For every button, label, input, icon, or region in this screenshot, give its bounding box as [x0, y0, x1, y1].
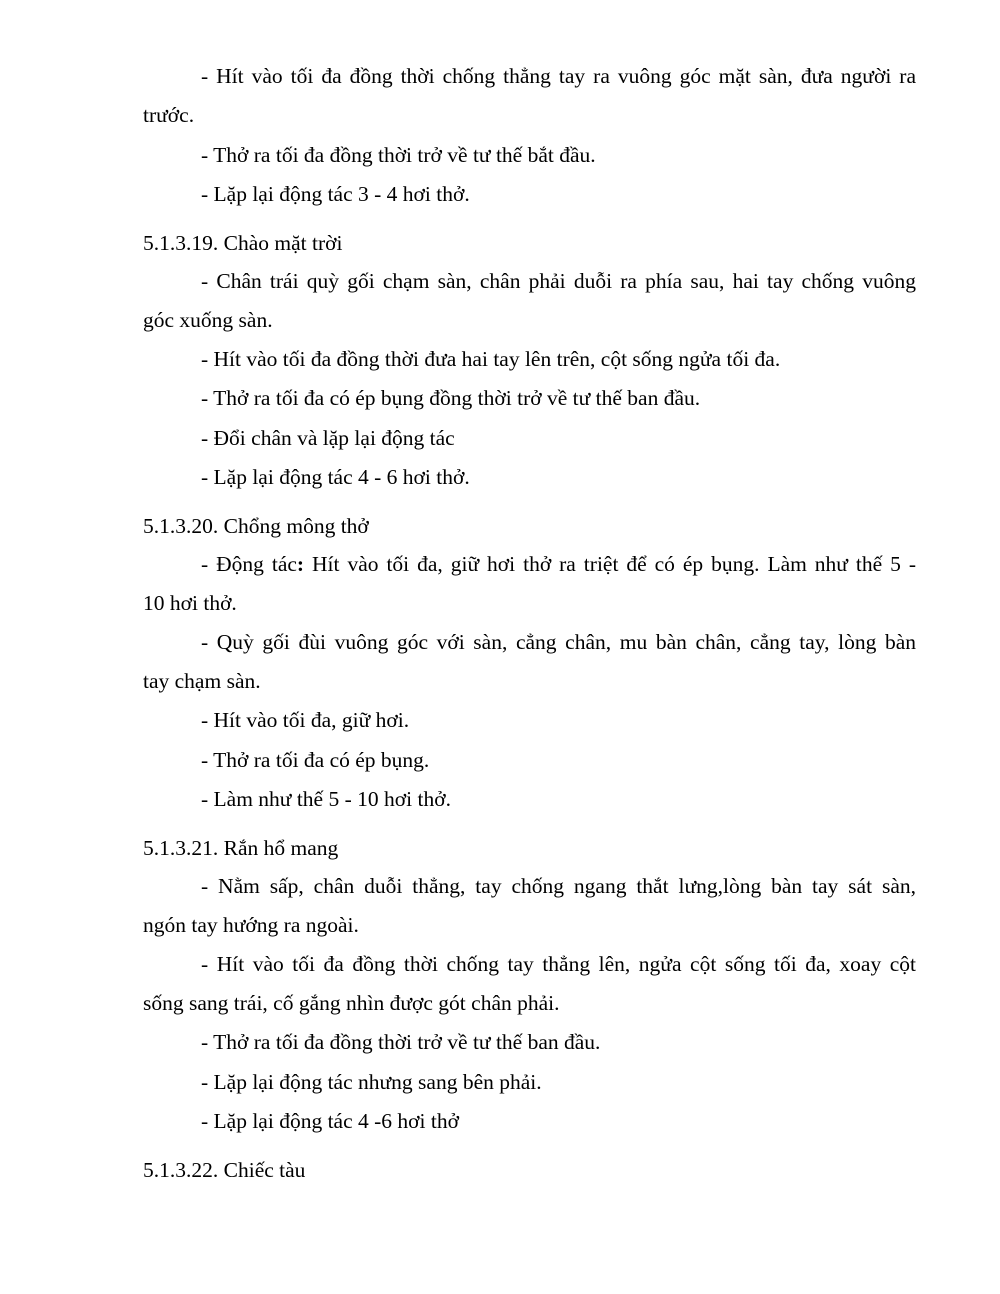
paragraph-line: - Thở ra tối đa có ép bụng đồng thời trở về tư thế ban đầu.: [201, 386, 701, 410]
paragraph-line: - Lặp lại động tác 3 - 4 hơi thở.: [201, 182, 470, 206]
section-heading: 5.1.3.19. Chào mặt trời: [143, 231, 343, 255]
paragraph-line: - Hít vào tối đa, giữ hơi.: [201, 708, 410, 732]
section-heading: 5.1.3.20. Chổng mông thở: [143, 514, 369, 538]
paragraph-line: góc xuống sàn.: [143, 308, 273, 332]
paragraph-line: ngón tay hướng ra ngoài.: [143, 913, 359, 937]
paragraph-line: sống sang trái, cố gắng nhìn được gót chân phải.: [143, 991, 560, 1015]
paragraph-line: - Quỳ gối đùi vuông góc với sàn, cẳng chân, mu bàn chân, cẳng tay, lòng bàn: [201, 630, 916, 654]
paragraph-line: [201, 550, 916, 578]
paragraph-line: - Làm như thế 5 - 10 hơi thở.: [201, 787, 451, 811]
paragraph-line: - Đổi chân và lặp lại động tác: [201, 426, 455, 450]
section-heading: 5.1.3.22. Chiếc tàu: [143, 1158, 306, 1182]
paragraph-line-part: Hít vào tối đa, giữ hơi thở ra triệt để có ép bụng. Làm như thế 5 -: [304, 552, 916, 576]
paragraph-line: - Thở ra tối đa có ép bụng.: [201, 748, 430, 772]
paragraph-line: - Thở ra tối đa đồng thời trở về tư thế ban đầu.: [201, 1030, 601, 1054]
paragraph-line: trước.: [143, 103, 195, 127]
paragraph-line: - Nằm sấp, chân duỗi thẳng, tay chống ngang thắt lưng,lòng bàn tay sát sàn,: [201, 874, 916, 898]
paragraph-line: - Hít vào tối đa đồng thời đưa hai tay lên trên, cột sống ngửa tối đa.: [201, 347, 781, 371]
paragraph-line: - Hít vào tối đa đồng thời chống tay thẳng lên, ngửa cột sống tối đa, xoay cột: [201, 952, 916, 976]
paragraph-line: - Lặp lại động tác nhưng sang bên phải.: [201, 1070, 542, 1094]
paragraph-line: 10 hơi thở.: [143, 591, 237, 615]
paragraph-line: - Lặp lại động tác 4 - 6 hơi thở.: [201, 465, 470, 489]
paragraph-line-part: - Động tác: [201, 552, 297, 576]
paragraph-line: - Chân trái quỳ gối chạm sàn, chân phải duỗi ra phía sau, hai tay chống vuông: [201, 269, 916, 293]
bold-colon: :: [296, 552, 305, 576]
paragraph-line: - Lặp lại động tác 4 -6 hơi thở: [201, 1109, 459, 1133]
paragraph-line: - Hít vào tối đa đồng thời chống thẳng tay ra vuông góc mặt sàn, đưa người ra: [201, 64, 916, 88]
paragraph-line: - Thở ra tối đa đồng thời trở về tư thế bắt đầu.: [201, 143, 596, 167]
paragraph-line: tay chạm sàn.: [143, 669, 261, 693]
section-heading: 5.1.3.21. Rắn hổ mang: [143, 836, 339, 860]
